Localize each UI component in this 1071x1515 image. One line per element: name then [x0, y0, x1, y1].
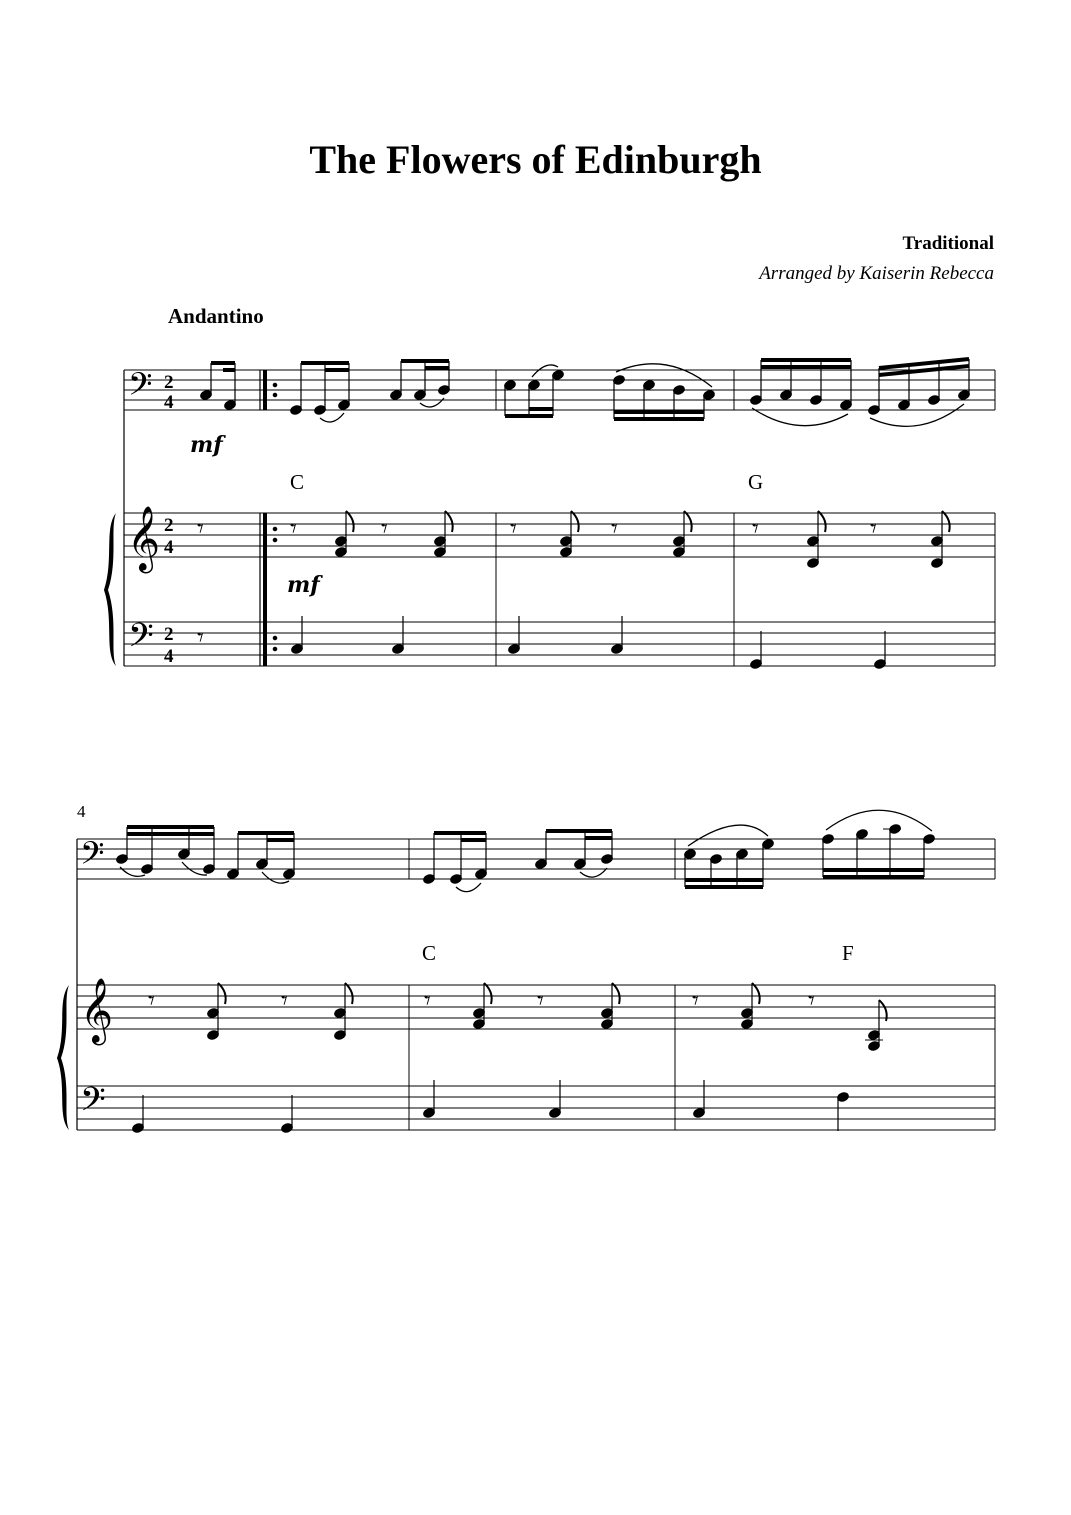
bass-clef-icon: 𝄢 [80, 835, 105, 879]
chord-note [672, 511, 691, 558]
dynamic-marking: mf [190, 432, 223, 458]
svg-text:4: 4 [164, 392, 174, 413]
svg-text:𝄾: 𝄾 [290, 514, 297, 544]
chord-note [930, 511, 949, 569]
system-1 [104, 359, 995, 670]
svg-text:4: 4 [164, 537, 174, 558]
treble-clef-icon: 𝄞 [80, 978, 114, 1043]
svg-text:𝄾: 𝄾 [537, 986, 544, 1016]
svg-text:𝄾: 𝄾 [611, 514, 618, 544]
chord-symbol: C [422, 941, 437, 965]
chord-note [206, 983, 225, 1041]
svg-text:𝄾: 𝄾 [510, 514, 517, 544]
page-title: The Flowers of Edinburgh [309, 137, 762, 182]
chord-symbol: F [842, 941, 854, 965]
chord-note [334, 511, 353, 558]
measure-number: 4 [77, 802, 86, 821]
time-signature [164, 372, 174, 667]
chord-note [333, 983, 352, 1041]
piano-lh-2 [131, 1080, 849, 1134]
svg-text:𝄾: 𝄾 [381, 514, 388, 544]
chord-note [433, 511, 452, 558]
chord-symbol: C [290, 470, 305, 494]
svg-text:𝄾: 𝄾 [692, 986, 699, 1016]
piano-rh-1 [197, 511, 950, 569]
svg-text:𝄾: 𝄾 [808, 986, 815, 1016]
chord-note [865, 1000, 887, 1052]
chord-note [600, 983, 619, 1030]
system-2 [57, 802, 995, 1134]
svg-text:𝄾: 𝄾 [197, 623, 204, 653]
chord-note [472, 983, 491, 1030]
svg-text:𝄾: 𝄾 [752, 514, 759, 544]
chord-symbol: G [748, 470, 764, 494]
bass-clef-icon: 𝄢 [128, 617, 154, 663]
piano-lh-staff-2 [77, 1086, 995, 1130]
svg-text:2: 2 [164, 372, 174, 393]
piano-rh-2 [148, 983, 887, 1052]
svg-text:2: 2 [164, 624, 174, 645]
chord-note [740, 983, 759, 1030]
tempo-marking: Andantino [168, 304, 264, 328]
arranger-credit: Arranged by Kaiserin Rebecca [759, 263, 994, 284]
piano-brace [57, 985, 69, 1130]
dynamic-marking: mf [287, 572, 320, 598]
piano-brace [104, 513, 116, 666]
piano-lh-staff-1 [124, 622, 995, 666]
chord-note [806, 511, 825, 569]
piano-lh-1 [197, 616, 887, 670]
svg-text:2: 2 [164, 515, 174, 536]
chord-note [559, 511, 578, 558]
bass-clef-icon: 𝄢 [128, 366, 153, 410]
solo-notes-1 [199, 359, 970, 426]
svg-text:𝄾: 𝄾 [148, 986, 155, 1016]
svg-text:𝄾: 𝄾 [281, 986, 288, 1016]
svg-text:𝄾: 𝄾 [870, 514, 877, 544]
svg-text:𝄾: 𝄾 [424, 986, 431, 1016]
svg-text:4: 4 [164, 646, 174, 667]
piano-rh-staff-1 [124, 513, 995, 557]
treble-clef-icon: 𝄞 [127, 506, 161, 571]
svg-text:𝄾: 𝄾 [197, 514, 204, 544]
bass-clef-icon: 𝄢 [80, 1081, 106, 1127]
piano-rh-staff-2 [77, 985, 995, 1029]
composer-credit: Traditional [902, 233, 994, 254]
